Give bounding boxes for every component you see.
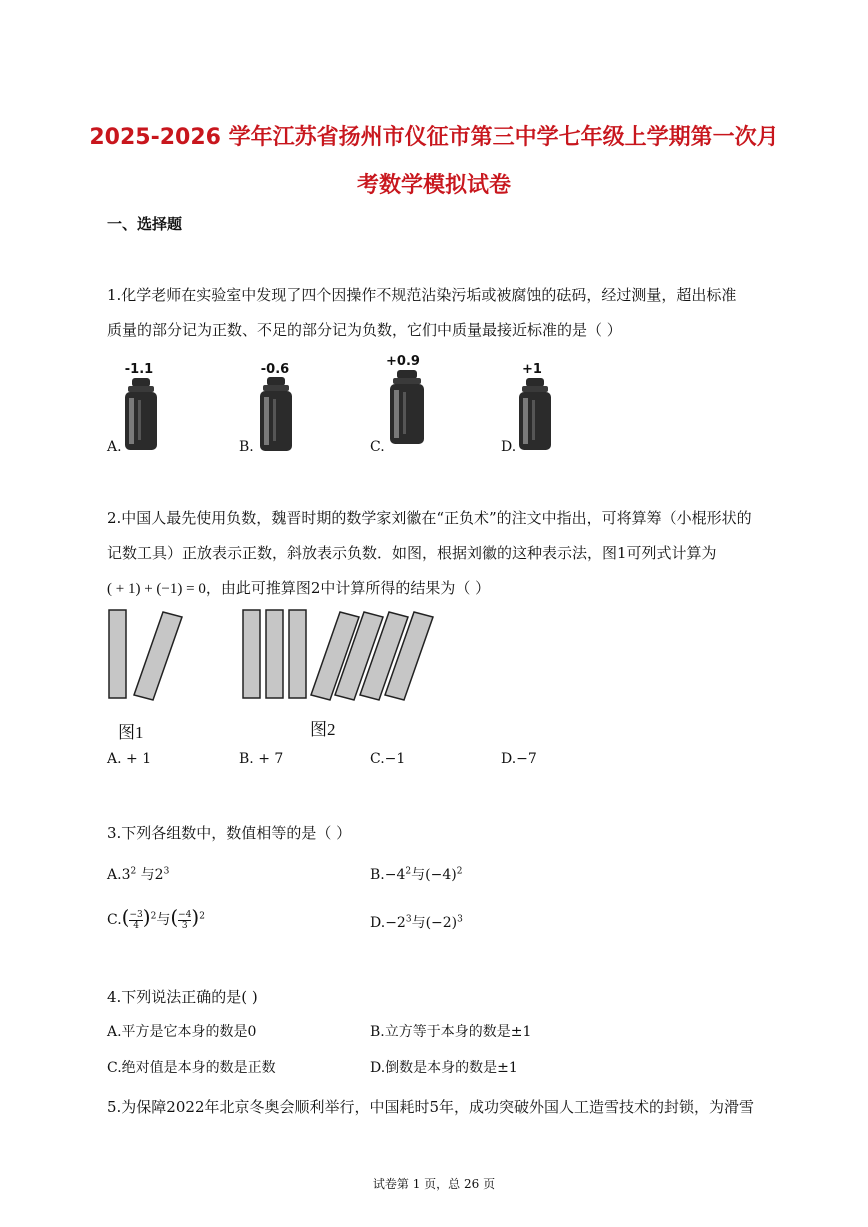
exponent: 2 bbox=[456, 866, 463, 877]
weight-icon-c bbox=[385, 370, 429, 446]
exponent: 3 bbox=[457, 914, 463, 925]
base: −4 bbox=[384, 867, 406, 883]
fraction bbox=[178, 910, 191, 931]
connector: 与 bbox=[136, 867, 155, 883]
q2-formula: ( + 1) + (−1) = 0 bbox=[107, 581, 206, 597]
q1-stem-line-2: 质量的部分记为正数、不足的部分记为负数，它们中质量最接近标准的是（ ） bbox=[107, 321, 622, 339]
q2-option-c[interactable]: C.−1 bbox=[370, 751, 406, 767]
rod-upright bbox=[243, 610, 260, 698]
exponent: 2 bbox=[130, 866, 137, 877]
weight-label-c: +0.9 bbox=[386, 354, 420, 369]
q4-option-c[interactable]: C.绝对值是本身的数是正数 bbox=[107, 1060, 276, 1076]
option-letter: C. bbox=[107, 912, 122, 928]
q3-option-d[interactable] bbox=[370, 912, 463, 932]
q2-option-d[interactable]: D.−7 bbox=[501, 751, 537, 767]
exponent: 2 bbox=[150, 911, 157, 922]
q2-stem-line-3-text: ，由此可推算图2中计算所得的结果为（ ） bbox=[205, 579, 491, 597]
weight-label-a: -1.1 bbox=[124, 362, 154, 377]
page-footer: 试卷第 1 页，总 26 页 bbox=[372, 1177, 496, 1191]
weight-label-b: -0.6 bbox=[260, 362, 290, 377]
q3-option-a[interactable] bbox=[107, 864, 169, 884]
connector: 与 bbox=[411, 915, 426, 931]
q4-option-a[interactable]: A.平方是它本身的数是0 bbox=[107, 1024, 257, 1040]
figure-2-caption: 图2 bbox=[310, 720, 336, 739]
figure-1-rods bbox=[109, 610, 182, 700]
q2-stem-line-3 bbox=[107, 577, 490, 598]
base: (−2) bbox=[425, 915, 458, 931]
numerator: −4 bbox=[178, 909, 192, 920]
exponent: 2 bbox=[405, 866, 412, 877]
q3-option-b[interactable] bbox=[370, 864, 462, 884]
option-letter: B. bbox=[370, 867, 385, 883]
denominator: 3 bbox=[181, 920, 188, 931]
option-letter: D. bbox=[370, 915, 386, 931]
option-a-letter[interactable]: A. bbox=[107, 439, 122, 455]
exponent: 2 bbox=[199, 911, 205, 922]
fraction bbox=[129, 910, 142, 931]
q3-option-c[interactable]: C.( $\frac{-3}{4}$ )$^2$与( $\frac{-4}{3}$ )$^2$ bbox=[107, 905, 205, 931]
counting-rods-figure bbox=[100, 604, 450, 704]
q3-stem: 3.下列各组数中，数值相等的是（ ） bbox=[107, 824, 352, 842]
rod-upright bbox=[109, 610, 126, 698]
q2-stem-line-1: 2.中国人最先使用负数，魏晋时期的数学家刘徽在“正负术”的注文中指出，可将算筹（小棍形状的 bbox=[107, 509, 752, 527]
numerator: −3 bbox=[129, 909, 143, 920]
q4-option-d[interactable]: D.倒数是本身的数是±1 bbox=[370, 1060, 518, 1076]
page-title-line-2: 考数学模拟试卷 bbox=[356, 173, 511, 198]
option-c-letter[interactable]: C. bbox=[370, 439, 385, 455]
section-heading: 一、选择题 bbox=[107, 215, 183, 233]
q5-stem-line-1: 5.为保障2022年北京冬奥会顺利举行，中国耗时5年，成功突破外国人工造雪技术的封锁，为滑雪 bbox=[107, 1098, 755, 1116]
q2-stem-line-2: 记数工具）正放表示正数，斜放表示负数．如图，根据刘徽的这种表示法，图1可列式计算为 bbox=[107, 544, 717, 562]
base: 3 bbox=[121, 867, 131, 883]
q4-option-b[interactable]: B.立方等于本身的数是±1 bbox=[370, 1024, 532, 1040]
base: (−4) bbox=[425, 867, 457, 883]
option-d-letter[interactable]: D. bbox=[501, 439, 517, 455]
option-letter: A. bbox=[107, 867, 122, 883]
q2-option-b[interactable]: B. + 7 bbox=[239, 751, 284, 767]
base: 2 bbox=[154, 867, 164, 883]
denominator: 4 bbox=[133, 920, 139, 931]
weight-icon-d bbox=[515, 378, 555, 452]
rod-slanted bbox=[134, 612, 182, 700]
weight-label-d: +1 bbox=[522, 362, 542, 377]
connector: 与 bbox=[156, 912, 171, 928]
q4-stem: 4.下列说法正确的是( ) bbox=[107, 988, 258, 1006]
page-title-line-1: 2025-2026 学年江苏省扬州市仪征市第三中学七年级上学期第一次月 bbox=[89, 125, 779, 150]
rod-upright bbox=[289, 610, 306, 698]
option-b-letter[interactable]: B. bbox=[239, 439, 254, 455]
connector: 与 bbox=[411, 867, 426, 883]
base: −2 bbox=[385, 915, 406, 931]
weight-icon-a bbox=[120, 378, 162, 452]
figure-2-rods bbox=[243, 610, 433, 700]
exponent: 3 bbox=[163, 866, 170, 877]
rod-upright bbox=[266, 610, 283, 698]
q2-option-a[interactable]: A. + 1 bbox=[107, 751, 152, 767]
q1-stem-line-1: 1.化学老师在实验室中发现了四个因操作不规范沾染污垢或被腐蚀的砝码，经过测量，超出标准 bbox=[107, 286, 737, 304]
figure-1-caption: 图1 bbox=[118, 723, 144, 742]
exponent: 3 bbox=[405, 914, 412, 925]
weight-icon-b bbox=[255, 377, 297, 453]
